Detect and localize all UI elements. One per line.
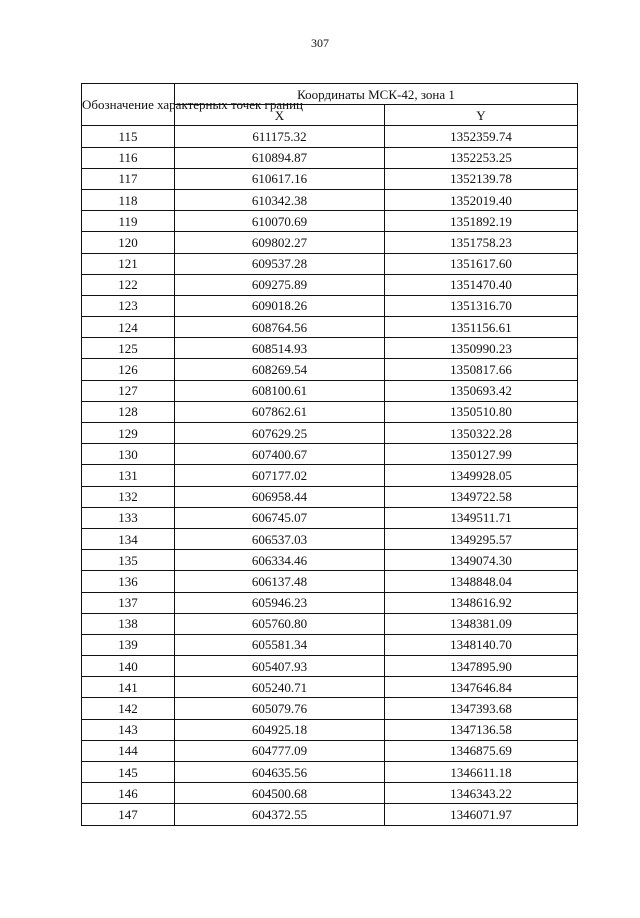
y-column-header: Y — [385, 105, 578, 126]
point-number-cell: 138 — [82, 613, 175, 634]
y-coordinate-cell: 1349722.58 — [385, 486, 578, 507]
table-row — [82, 740, 578, 761]
x-coordinate-cell: 604372.55 — [175, 804, 385, 825]
table-row — [82, 189, 578, 210]
x-coordinate-cell: 610342.38 — [175, 189, 385, 210]
point-number-cell: 123 — [82, 295, 175, 316]
point-number-cell: 145 — [82, 762, 175, 783]
y-coordinate-cell: 1346875.69 — [385, 740, 578, 761]
x-coordinate-cell: 605407.93 — [175, 656, 385, 677]
coordinates-table — [81, 83, 578, 826]
point-number-cell: 116 — [82, 147, 175, 168]
table-row — [82, 359, 578, 380]
table-row — [82, 592, 578, 613]
table-row — [82, 211, 578, 232]
table-row — [82, 486, 578, 507]
y-coordinate-cell: 1349295.57 — [385, 528, 578, 549]
point-number-cell: 122 — [82, 274, 175, 295]
point-number-cell: 129 — [82, 423, 175, 444]
y-coordinate-cell: 1349511.71 — [385, 507, 578, 528]
table-row — [82, 465, 578, 486]
y-coordinate-cell: 1352253.25 — [385, 147, 578, 168]
x-coordinate-cell: 606745.07 — [175, 507, 385, 528]
point-number-cell: 120 — [82, 232, 175, 253]
table-row — [82, 571, 578, 592]
x-coordinate-cell: 605079.76 — [175, 698, 385, 719]
y-coordinate-cell: 1346343.22 — [385, 783, 578, 804]
table-row — [82, 423, 578, 444]
y-coordinate-cell: 1348140.70 — [385, 634, 578, 655]
point-number-cell: 128 — [82, 401, 175, 422]
x-coordinate-cell: 606137.48 — [175, 571, 385, 592]
table-row — [82, 507, 578, 528]
x-coordinate-cell: 610894.87 — [175, 147, 385, 168]
y-coordinate-cell: 1347136.58 — [385, 719, 578, 740]
table-row — [82, 126, 578, 147]
point-number-cell: 147 — [82, 804, 175, 825]
y-coordinate-cell: 1351156.61 — [385, 317, 578, 338]
point-number-cell: 130 — [82, 444, 175, 465]
x-coordinate-cell: 607177.02 — [175, 465, 385, 486]
point-number-cell: 118 — [82, 189, 175, 210]
x-coordinate-cell: 605946.23 — [175, 592, 385, 613]
x-coordinate-cell: 605240.71 — [175, 677, 385, 698]
point-number-cell: 117 — [82, 168, 175, 189]
table-row — [82, 677, 578, 698]
x-coordinate-cell: 609802.27 — [175, 232, 385, 253]
table-row — [82, 550, 578, 571]
y-coordinate-cell: 1352359.74 — [385, 126, 578, 147]
x-coordinate-cell: 608764.56 — [175, 317, 385, 338]
coordinate-system-header: Координаты МСК-42, зона 1 — [175, 84, 578, 105]
table-row — [82, 253, 578, 274]
table-row — [82, 168, 578, 189]
point-number-cell: 142 — [82, 698, 175, 719]
y-coordinate-cell: 1348848.04 — [385, 571, 578, 592]
x-coordinate-cell: 604500.68 — [175, 783, 385, 804]
point-number-cell: 124 — [82, 317, 175, 338]
point-number-cell: 143 — [82, 719, 175, 740]
point-number-cell: 141 — [82, 677, 175, 698]
y-coordinate-cell: 1352139.78 — [385, 168, 578, 189]
point-number-cell: 125 — [82, 338, 175, 359]
point-number-cell: 137 — [82, 592, 175, 613]
x-coordinate-cell: 611175.32 — [175, 126, 385, 147]
table-row — [82, 147, 578, 168]
y-coordinate-cell: 1350817.66 — [385, 359, 578, 380]
table-row — [82, 274, 578, 295]
table-row — [82, 634, 578, 655]
table-body — [82, 126, 578, 825]
x-coordinate-cell: 608100.61 — [175, 380, 385, 401]
table-row — [82, 804, 578, 825]
y-coordinate-cell: 1350693.42 — [385, 380, 578, 401]
table-row — [82, 719, 578, 740]
table-row — [82, 232, 578, 253]
table-row — [82, 401, 578, 422]
table-row — [82, 295, 578, 316]
point-number-cell: 119 — [82, 211, 175, 232]
y-coordinate-cell: 1349928.05 — [385, 465, 578, 486]
x-coordinate-cell: 605760.80 — [175, 613, 385, 634]
x-coordinate-cell: 610070.69 — [175, 211, 385, 232]
x-coordinate-cell: 607400.67 — [175, 444, 385, 465]
point-number-cell: 126 — [82, 359, 175, 380]
y-coordinate-cell: 1352019.40 — [385, 189, 578, 210]
y-coordinate-cell: 1350990.23 — [385, 338, 578, 359]
x-coordinate-cell: 606537.03 — [175, 528, 385, 549]
point-number-cell: 132 — [82, 486, 175, 507]
table-row — [82, 613, 578, 634]
table-row — [82, 444, 578, 465]
x-coordinate-cell: 609537.28 — [175, 253, 385, 274]
table-row — [82, 528, 578, 549]
point-number-cell: 115 — [82, 126, 175, 147]
y-coordinate-cell: 1351617.60 — [385, 253, 578, 274]
y-coordinate-cell: 1347646.84 — [385, 677, 578, 698]
table-row — [82, 698, 578, 719]
y-coordinate-cell: 1348381.09 — [385, 613, 578, 634]
point-number-cell: 121 — [82, 253, 175, 274]
y-coordinate-cell: 1347393.68 — [385, 698, 578, 719]
point-number-cell: 134 — [82, 528, 175, 549]
point-number-cell: 135 — [82, 550, 175, 571]
point-number-cell: 140 — [82, 656, 175, 677]
x-coordinate-cell: 604925.18 — [175, 719, 385, 740]
table-row — [82, 317, 578, 338]
y-coordinate-cell: 1350322.28 — [385, 423, 578, 444]
x-coordinate-cell: 609018.26 — [175, 295, 385, 316]
x-coordinate-cell: 607862.61 — [175, 401, 385, 422]
table-header — [82, 84, 578, 126]
table-row — [82, 656, 578, 677]
x-coordinate-cell: 610617.16 — [175, 168, 385, 189]
page-number: 307 — [311, 36, 329, 50]
y-coordinate-cell: 1351758.23 — [385, 232, 578, 253]
point-designation-header: Обозначение характерных точек границ — [82, 84, 175, 126]
x-coordinate-cell: 606334.46 — [175, 550, 385, 571]
x-coordinate-cell: 605581.34 — [175, 634, 385, 655]
x-column-header: X — [175, 105, 385, 126]
y-coordinate-cell: 1347895.90 — [385, 656, 578, 677]
point-number-cell: 136 — [82, 571, 175, 592]
point-number-cell: 139 — [82, 634, 175, 655]
y-coordinate-cell: 1351892.19 — [385, 211, 578, 232]
table-row — [82, 338, 578, 359]
y-coordinate-cell: 1351470.40 — [385, 274, 578, 295]
x-coordinate-cell: 604635.56 — [175, 762, 385, 783]
point-number-cell: 146 — [82, 783, 175, 804]
y-coordinate-cell: 1350127.99 — [385, 444, 578, 465]
point-number-cell: 127 — [82, 380, 175, 401]
x-coordinate-cell: 609275.89 — [175, 274, 385, 295]
x-coordinate-cell: 604777.09 — [175, 740, 385, 761]
table-row — [82, 380, 578, 401]
y-coordinate-cell: 1349074.30 — [385, 550, 578, 571]
x-coordinate-cell: 608514.93 — [175, 338, 385, 359]
point-number-cell: 144 — [82, 740, 175, 761]
y-coordinate-cell: 1351316.70 — [385, 295, 578, 316]
y-coordinate-cell: 1350510.80 — [385, 401, 578, 422]
x-coordinate-cell: 608269.54 — [175, 359, 385, 380]
table-row — [82, 762, 578, 783]
y-coordinate-cell: 1346071.97 — [385, 804, 578, 825]
point-number-cell: 133 — [82, 507, 175, 528]
x-coordinate-cell: 607629.25 — [175, 423, 385, 444]
y-coordinate-cell: 1346611.18 — [385, 762, 578, 783]
y-coordinate-cell: 1348616.92 — [385, 592, 578, 613]
x-coordinate-cell: 606958.44 — [175, 486, 385, 507]
table-row — [82, 783, 578, 804]
point-number-cell: 131 — [82, 465, 175, 486]
